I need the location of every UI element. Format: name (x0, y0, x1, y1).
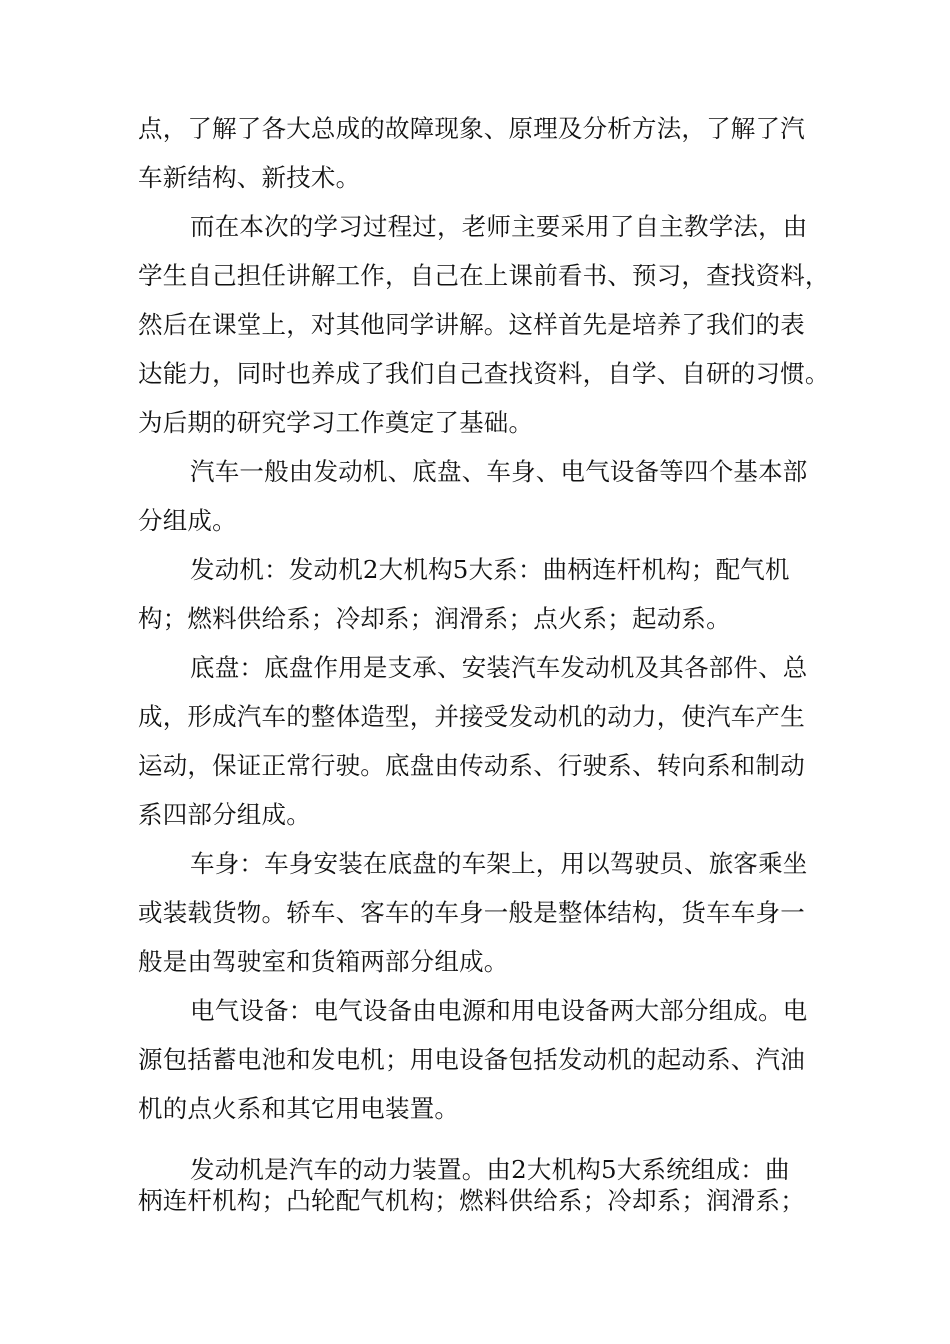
paragraph-line: 分组成。 (138, 506, 237, 535)
paragraph-line: 系四部分组成。 (138, 800, 311, 829)
paragraph-engine (138, 545, 838, 643)
paragraph-line: 学生自己担任讲解工作，自己在上课前看书、预习，查找资料， (138, 261, 830, 290)
paragraph-line: 为后期的研究学习工作奠定了基础。 (138, 408, 534, 437)
paragraph-1 (138, 104, 838, 202)
paragraph-engine-detail (138, 1154, 838, 1216)
paragraph-line: 电气设备：电气设备由电源和用电设备两大部分组成。电 (190, 996, 808, 1025)
paragraph-line: 构；燃料供给系；冷却系；润滑系；点火系；起动系。 (138, 604, 731, 633)
paragraph-line: 发动机是汽车的动力装置。由2大机构5大系统组成：曲 (190, 1155, 790, 1184)
paragraph-line: 成，形成汽车的整体造型，并接受发动机的动力，使汽车产生 (138, 702, 805, 731)
paragraph-3 (138, 447, 838, 545)
paragraph-line: 源包括蓄电池和发电机；用电设备包括发动机的起动系、汽油 (138, 1045, 805, 1074)
paragraph-line: 车新结构、新技术。 (138, 163, 361, 192)
paragraph-chassis (138, 643, 838, 839)
paragraph-line: 车身：车身安装在底盘的车架上，用以驾驶员、旅客乘坐 (190, 849, 808, 878)
paragraph-line: 汽车一般由发动机、底盘、车身、电气设备等四个基本部 (190, 457, 808, 486)
paragraph-line: 发动机：发动机2大机构5大系：曲柄连杆机构；配气机 (190, 555, 790, 584)
paragraph-line: 运动，保证正常行驶。底盘由传动系、行驶系、转向系和制动 (138, 751, 805, 780)
paragraph-line: 机的点火系和其它用电装置。 (138, 1094, 460, 1123)
paragraph-line: 底盘：底盘作用是支承、安装汽车发动机及其各部件、总 (190, 653, 808, 682)
paragraph-line: 点，了解了各大总成的故障现象、原理及分析方法，了解了汽 (138, 114, 805, 143)
paragraph-line: 般是由驾驶室和货箱两部分组成。 (138, 947, 509, 976)
paragraph-line: 然后在课堂上，对其他同学讲解。这样首先是培养了我们的表 (138, 310, 805, 339)
paragraph-line: 柄连杆机构；凸轮配气机构；燃料供给系；冷却系；润滑系； (138, 1186, 805, 1215)
paragraph-line: 而在本次的学习过程过，老师主要采用了自主教学法，由 (190, 212, 808, 241)
paragraph-2 (138, 202, 838, 447)
paragraph-body (138, 839, 838, 986)
paragraph-line: 达能力，同时也养成了我们自己查找资料，自学、自研的习惯。 (138, 359, 830, 388)
paragraph-electrical (138, 986, 838, 1133)
paragraph-line: 或装载货物。轿车、客车的车身一般是整体结构，货车车身一 (138, 898, 805, 927)
